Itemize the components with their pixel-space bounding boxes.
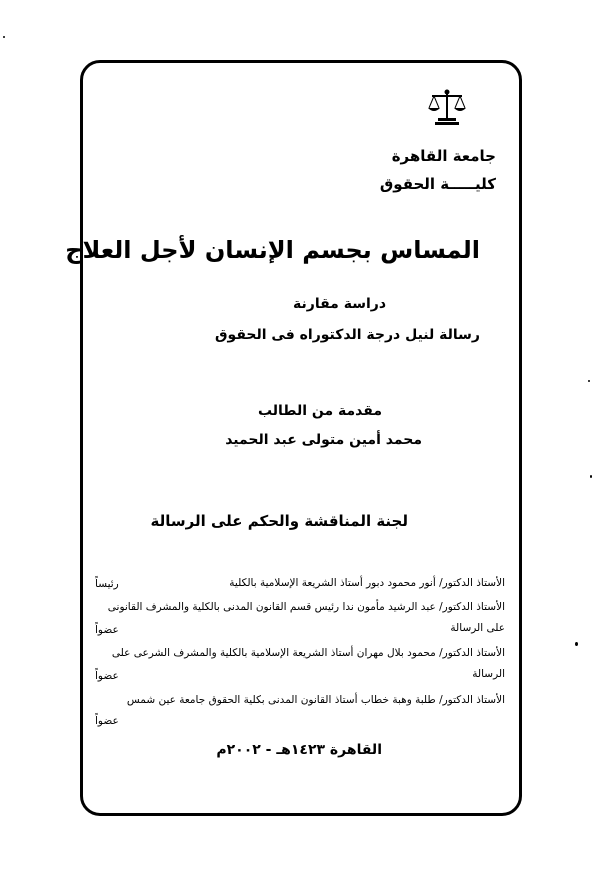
member-role: عضواً [95,624,119,636]
committee-title: لجنة المناقشة والحكم على الرسالة [150,512,408,530]
scales-of-justice-icon [426,88,468,126]
committee-member [95,573,505,595]
degree-line: رسالة لنيل درجة الدكتوراه فى الحقوق [215,327,480,343]
scan-speck [588,380,590,382]
scan-speck [575,642,578,646]
member-role: رئيساً [95,578,119,590]
scan-speck [590,475,592,478]
scan-speck [3,36,5,38]
member-description: الأستاذ الدكتور/ أنور محمود دبور أستاذ الشريعة الإسلامية بالكلية [229,577,505,589]
committee-member [95,690,505,732]
committee-member [95,597,505,641]
member-description: الأستاذ الدكتور/ عبد الرشيد مأمون ندا رئيس قسم القانون المدنى بالكلية والمشرف القانونى على الرسالة [107,601,505,634]
study-type: دراسة مقارنة [293,296,386,312]
author-name: محمد أمين متولى عبد الحميد [225,432,422,448]
presented-by-label: مقدمة من الطالب [257,403,382,419]
thesis-title: المساس بجسم الإنسان لأجل العلاج [65,236,480,264]
member-role: عضواً [95,715,119,727]
committee-member [95,643,505,687]
member-description: الأستاذ الدكتور/ طلبة وهبة خطاب أستاذ القانون المدنى بكلية الحقوق جامعة عين شمس [126,694,505,706]
university-name: جامعة القاهرة [391,147,496,165]
faculty-name: كليـــــة الحقوق [379,175,496,193]
date-line: القاهرة ١٤٢٣هـ - ٢٠٠٢م [216,742,382,758]
member-role: عضواً [95,670,119,682]
member-description: الأستاذ الدكتور/ محمود بلال مهران أستاذ الشريعة الإسلامية بالكلية والمشرف الشرعى على الرسالة [111,647,505,680]
